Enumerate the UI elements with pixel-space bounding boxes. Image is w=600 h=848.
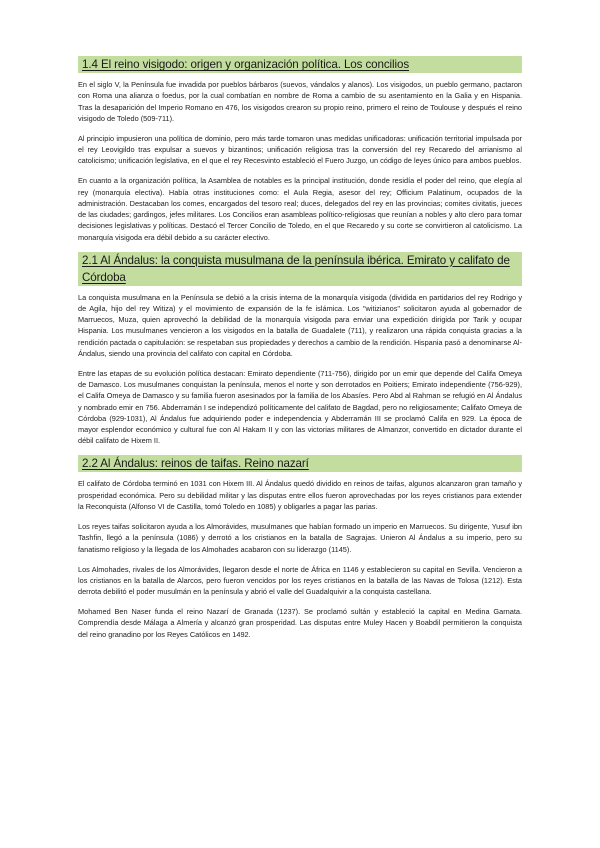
- document-body: [78, 52, 522, 649]
- paragraph: En cuanto a la organización política, la Asamblea de notables es la principal institución, donde residía el poder del reino, que elegía al rey (monarquía electiva). Había otras instituciones como: el Aula Regia, asesor del rey; Officium Palatinum, ocupados de la administración. Destacaban los comes, encargados del tesoro real; duces, delegados del rey en las provincias; comites civitatis, jueces de las ciudades; gardingos, jefes militares. Los Concilios eran asambleas político-religiosas que reunían a nobles y alto clero para tomar decisiones legislativas y políticas. Destacó el Tercer Concilio de Toledo, en el que Recaredo y su corte se convirtieron al catolicismo. La monarquía visigoda era débil debido a su carácter electivo.: [78, 176, 522, 242]
- paragraph: El califato de Córdoba terminó en 1031 con Hixem III. Al Ándalus quedó dividido en reinos de taifas, algunos alcanzaron gran tamaño y prosperidad económica. Pero su debilidad militar y las disputas entre ellos fueron aprovechadas por los reyes cristianos para extender la Reconquista (Alfonso VI de Castilla, tomó Toledo en 1085) y obligarles a pagar las parias.: [78, 479, 522, 511]
- section-heading-visigodo: 1.4 El reino visigodo: origen y organización política. Los concilios: [78, 56, 522, 73]
- paragraph: Los reyes taifas solicitaron ayuda a los Almorávides, musulmanes que habían formado un imperio en Marruecos. Su dirigente, Yusuf ibn Tashfin, llegó a la península (1086) y derrotó a los cristianos en la batalla de Sagrajas. Unieron Al Ándalus a su imperio, pero su fanatismo religioso y la llegada de los Almohades acabaron con su liderazgo (1145).: [78, 522, 522, 554]
- section-heading-conquista: 2.1 Al Ándalus: la conquista musulmana de la península ibérica. Emirato y califato de Córdoba: [78, 252, 522, 286]
- paragraph: Al principio impusieron una política de dominio, pero más tarde tomaron unas medidas unificadoras: unificación territorial impulsada por el rey Leovigildo tras expulsar a suevos y bizantinos; unificación religiosa tras la conversión del rey Recaredo del arrianismo al catolicismo; unificación legislativa, en el que el rey Recesvinto estableció el Fuero Juzgo, un código de leyes único para ambos pueblos.: [78, 133, 522, 166]
- paragraph: Entre las etapas de su evolución política destacan: Emirato dependiente (711-756), dirigido por un emir que depende del Califa Omeya de Damasco. Los musulmanes conquistan la península, menos el norte y son derrotados en Poitiers; Emirato independiente (756-929), el Califa Omeya de Damasco y su familia fueron asesinados por la familia de los Abasíes. Pero Abd al Rahman se refugió en Al Ándalus y nombrado emir en 756. Abderramán I se independizó políticamente del califato de Bagdad, pero no religiosamente; Califato Omeya de Córdoba (929-1031), Al Ándalus fue adquiriendo poder e independencia y Abderramán III se proclamó Califa en 929. La época de mayor esplendor económico y cultural fue con Al Hakam II y con las victorias militares de Almanzor, convertido en dictador durante el débil califato de Hixem II.: [78, 368, 522, 446]
- paragraph: En el siglo V, la Península fue invadida por pueblos bárbaros (suevos, vándalos y alanos). Los visigodos, un pueblo germano, pactaron con Roma una alianza o foedus, por la cual combatían en nombre de Roma a cambio de su asentamiento en la Galia y en Hispania. Tras la desaparición del Imperio Romano en 476, los visigodos crearon su propio reino, primero el reino de Toulouse y después el reino visigodo de Toledo (509-711).: [78, 80, 522, 123]
- paragraph: Los Almohades, rivales de los Almorávides, llegaron desde el norte de África en 1146 y establecieron su capital en Sevilla. Vencieron a los cristianos en la batalla de Alarcos, pero fueron vencidos por los reyes cristianos en la batalla de las Navas de Tolosa (1212). Esta derrota debilitó el poder musulmán en la península y abrió el valle del Guadalquivir a la conquista castellana.: [78, 564, 522, 597]
- section-heading-taifas: 2.2 Al Ándalus: reinos de taifas. Reino nazarí: [78, 455, 522, 472]
- paragraph: Mohamed Ben Naser funda el reino Nazarí de Granada (1237). Se proclamó sultán y estableció la capital en Medina Garnata. Comprendía desde Málaga a Almería y alcanzó gran prosperidad. Las disputas entre Muley Hacen y Boabdil permitieron la conquista del reino granadino por los Reyes Católicos en 1492.: [78, 607, 522, 639]
- paragraph: La conquista musulmana en la Península se debió a la crisis interna de la monarquía visigoda (dividida en partidarios del rey Rodrigo y de Agila, hijo del rey Witiza) y el movimiento de expansión de la fe islámica. Los "witizianos" solicitaron ayuda al gobernador de Marruecos, Muza, quien aprovechó la debilidad de la monarquía visigoda para enviar una expedición dirigida por Tarik y ocupar Hispania. Los musulmanes vencieron a los visigodos en la batalla de Guadalete (711), y realizaron una rápida conquista gracias a la rendición pactada o capitulación: se respetaban sus propiedades y derechos a cambio de la rendición. Hispania pasó a denominarse Al-Ándalus, siendo una provincia del califato con capital en Córdoba.: [78, 292, 522, 358]
